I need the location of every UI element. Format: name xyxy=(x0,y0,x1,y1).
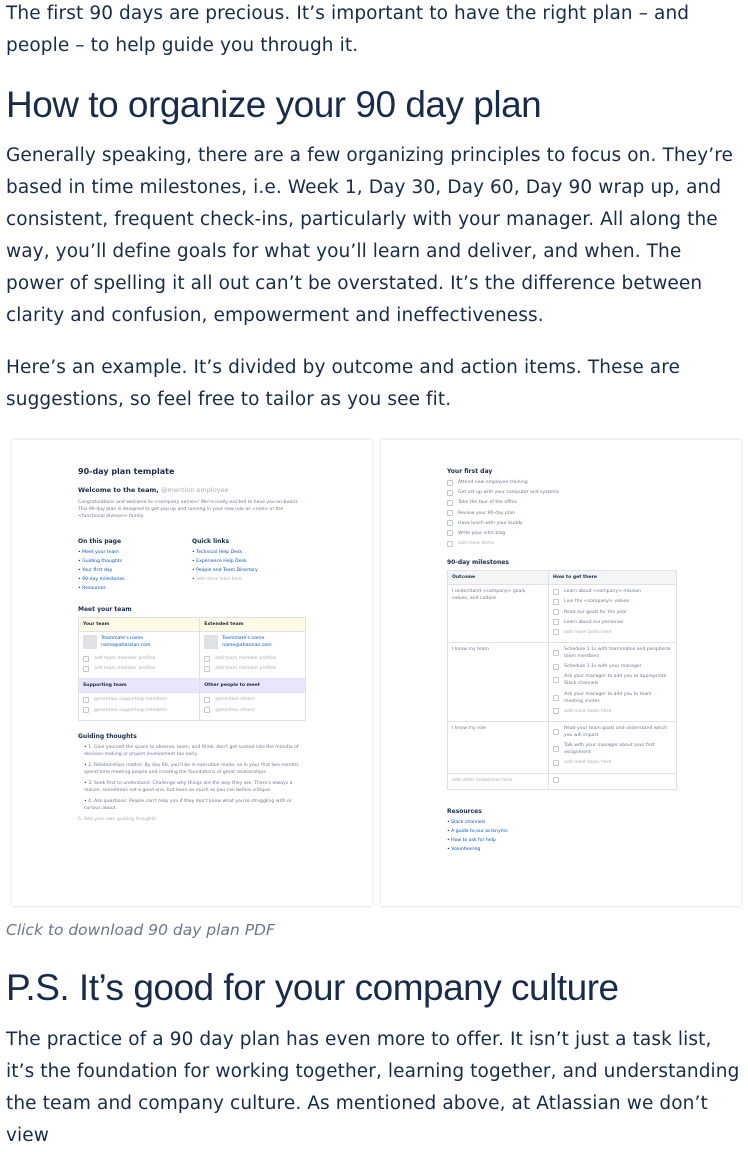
checkbox-item: Schedule 1:1s with your manager xyxy=(553,663,672,670)
download-caption-link[interactable]: Click to download 90 day plan PDF xyxy=(6,921,275,939)
checkbox-item: Get set up with your computer and systems xyxy=(447,489,677,496)
checkbox-item: add team member profiles xyxy=(83,655,195,662)
checkbox-item: Take the tour of the office xyxy=(447,499,677,506)
team-table: Your team Extended team Teammate's name name@atlassian.com add team member profiles add team member profiles Teammate's name name@atlassian.com add team member profiles add team member profiles Supporting team Other people to meet @mention supporting members @mention supporting members @mention others @mention others xyxy=(78,617,306,721)
list-item[interactable]: • Resources xyxy=(78,585,192,592)
meet-team-heading: Meet your team xyxy=(78,606,132,613)
congrats-text: Congratulations and welcome to <company name>! We're really excited to have you on-board. This 90-day plan is designed to get you up and running in your new role as <role> in the <functional division> family. xyxy=(78,500,299,519)
checkbox-icon xyxy=(553,629,559,635)
list-item[interactable]: • A guide to our acronyms xyxy=(447,828,677,835)
checkbox-item: Read our goals for the year xyxy=(553,609,672,616)
checkbox-icon xyxy=(553,695,559,701)
checkbox-icon xyxy=(204,666,210,672)
guiding-thought: • 4. Ask questions: People can't help you if they don't know what you're struggling with or curious about. xyxy=(84,798,306,812)
checkbox-item: add team member profiles xyxy=(204,665,301,672)
table-row: I know my team Schedule 1:1s with teammates and peripheral team members Schedule 1:1s with your manager Ask your manager to add you to appropriate Slack channels Ask your manager to add you to team meeting invites add more tasks here xyxy=(448,643,677,722)
section-heading: How to organize your 90 day plan xyxy=(6,84,542,125)
checkbox-item: add more tasks here xyxy=(553,759,672,766)
avatar xyxy=(83,635,97,649)
list-item[interactable]: • Guiding thoughts xyxy=(78,558,192,565)
plan-preview-page-1[interactable]: 90-day plan template Welcome to the team, @mention employee Congratulations and welcome to <company name>! We're really excited to have you on-board. This 90-day plan is designed to get you up and running in your new role as <role> in the <functional division> family. On this page • Meet your team • Guiding thoughts • Your first day • 90-day milestones • Resources Quick links • Technical Help Desk • Experience Help Desk • People and Team Directory • add more links here Meet your team Your team Extended team Teammate's name name@atlassian.com add team member profiles add team member profiles Teammate's name name@atlassian.com add team member profiles add team member profiles Supporting team Other people to meet @mention supporting members @mention supporting members @mention others @mention others Guiding thoughts • 1. Give yourself the space to observe, learn, and think: don't get sucked into the minutia of decision-making or project involvement too early. • 2. Relationships matter: By day 60, you'll be in execution mode, so in your first two months spend time meeting people and creating the foundations of great relationships. • 3. Seek first to understand: Challenge why things are the way they are. There's always a reason, sometimes not a good one, but learn as much as you can before critique. • 4. Ask questions: People can't help you if they don't know what you're struggling with or curious about. 5. Add your own guiding thoughts xyxy=(12,440,372,906)
checkbox-item: add more tasks here xyxy=(553,708,672,715)
checkbox-item: add team member profiles xyxy=(83,665,195,672)
checkbox-item: Ask your manager to add you to team meeting invites xyxy=(553,691,672,705)
table-row: I know my role Read your team goals and understand which you will impact Talk with your manager about your first assignment add more tasks here xyxy=(448,722,677,774)
checkbox-icon xyxy=(447,500,453,506)
checkbox-icon xyxy=(83,666,89,672)
checkbox-icon xyxy=(83,656,89,662)
plan-preview-page-2[interactable]: Your first day Attend new employee training Get set up with your computer and systems Take the tour of the office Review your 90-day plan Have lunch with your buddy Write your intro blog add more items 90-day milestones Outcome How to get there I understand <company> goals, values, and culture Learn about <company> mission Live the <company> values Read our goals for the year Learn about our personas add more tasks here I know my team Schedule 1:1s with teammates and peripheral team members Schedule 1:1s with your manager Ask your manager to add you to appropriate Slack channels Ask your manager to add you to team meeting invites add more tasks here I know my role Read your team goals and understand which you will impact Talk with your manager about your first assignment add more tasks here add other milestones here Resources • Slack channels • A guide to our acronyms • How to ask for help • Volunteering xyxy=(381,440,741,906)
checkbox-icon xyxy=(447,520,453,526)
welcome-heading: Welcome to the team, xyxy=(78,486,159,494)
checkbox-item: Ask your manager to add you to appropriate Slack channels xyxy=(553,673,672,687)
paragraph: Here’s an example. It’s divided by outcome and action items. These are suggestions, so feel free to tailor as you see fit. xyxy=(6,357,681,410)
checkbox-item: Learn about our personas xyxy=(553,619,672,626)
checkbox-icon xyxy=(447,510,453,516)
checkbox-icon xyxy=(447,490,453,496)
checkbox-icon xyxy=(553,609,559,615)
avatar xyxy=(204,635,218,649)
resources-heading: Resources xyxy=(447,807,482,815)
checkbox-item: Schedule 1:1s with teammates and peripheral team members xyxy=(553,646,672,660)
table-row: I understand <company> goals, values, and culture Learn about <company> mission Live the <company> values Read our goals for the year Learn about our personas add more tasks here xyxy=(448,585,677,643)
section-heading: P.S. It’s good for your company culture xyxy=(6,967,619,1008)
milestones-heading: 90-day milestones xyxy=(447,559,509,567)
checkbox-item: add team member profiles xyxy=(204,655,301,662)
list-item[interactable]: • Volunteering xyxy=(447,846,677,853)
guiding-thought: • 1. Give yourself the space to observe, learn, and think: don't get sucked into the minutia of decision-making or project involvement too early. xyxy=(84,744,306,758)
checkbox-icon xyxy=(204,656,210,662)
checkbox-item: Review your 90-day plan xyxy=(447,510,677,517)
checkbox-item: Talk with your manager about your first assignment xyxy=(553,742,672,756)
list-item[interactable]: • Your first day xyxy=(78,567,192,574)
list-item[interactable]: • Experience Help Desk xyxy=(192,558,306,565)
list-item[interactable]: • Slack channels xyxy=(447,819,677,826)
checkbox-icon xyxy=(553,677,559,683)
paragraph: Generally speaking, there are a few organizing principles to focus on. They’re based in time milestones, i.e. Week 1, Day 30, Day 60, Day 90 wrap up, and consistent, frequent check-ins, particularly with your manager. All along the way, you’ll define goals for what you’ll learn and deliver, and when. The power of spelling it all out can’t be overstated. It’s the difference between clarity and confusion, empowerment and ineffectiveness. xyxy=(6,145,733,326)
checkbox-item: Write your intro blog xyxy=(447,530,677,537)
checkbox-icon xyxy=(553,760,559,766)
paragraph: The practice of a 90 day plan has even more to offer. It isn’t just a task list, it’s the foundation for working together, learning together, and understanding the team and company culture. As mentioned above, at Atlassian we don’t view xyxy=(6,1029,740,1146)
list-item[interactable]: • 90-day milestones xyxy=(78,576,192,583)
checkbox-item: add more tasks here xyxy=(553,629,672,636)
guiding-thought: • 2. Relationships matter: By day 60, you'll be in execution mode, so in your first two months spend time meeting people and creating the foundations of great relationships. xyxy=(84,762,306,776)
checkbox-item: Attend new employee training xyxy=(447,479,677,486)
template-title: 90-day plan template xyxy=(78,467,175,476)
quick-links: Quick links xyxy=(192,538,230,545)
list-item[interactable]: • People and Team Directory xyxy=(192,567,306,574)
intro-paragraph: The first 90 days are precious. It’s important to have the right plan – and people – to help guide you through it. xyxy=(6,3,690,56)
checkbox-icon xyxy=(553,599,559,605)
checkbox-item: Live the <company> values xyxy=(553,598,672,605)
checkbox-icon xyxy=(553,650,559,656)
guiding-heading: Guiding thoughts xyxy=(78,732,137,740)
first-day-heading: Your first day xyxy=(447,468,493,475)
checkbox-icon xyxy=(553,708,559,714)
checkbox-icon xyxy=(553,589,559,595)
guiding-thought: • 3. Seek first to understand: Challenge why things are the way they are. There's always a reason, sometimes not a good one, but learn as much as you can before critique. xyxy=(84,780,306,794)
checkbox-icon xyxy=(553,664,559,670)
checkbox-icon xyxy=(553,619,559,625)
checkbox-item: Have lunch with your buddy xyxy=(447,520,677,527)
checkbox-item: Learn about <company> mission xyxy=(553,588,672,595)
list-item: • add more links here xyxy=(192,576,306,583)
checkbox-item: Read your team goals and understand which you will impact xyxy=(553,725,672,739)
checkbox-icon xyxy=(447,530,453,536)
checkbox-icon xyxy=(553,746,559,752)
milestones-table: Outcome How to get there I understand <company> goals, values, and culture Learn about <company> mission Live the <company> values Read our goals for the year Learn about our personas add more tasks here I know my team Schedule 1:1s with teammates and peripheral team members Schedule 1:1s with your manager Ask your manager to add you to appropriate Slack channels Ask your manager to add you to team meeting invites add more tasks here I know my role Read your team goals and understand which you will impact Talk with your manager about your first assignment add more tasks here add other milestones here xyxy=(447,570,677,790)
list-item[interactable]: • Technical Help Desk xyxy=(192,549,306,556)
checkbox-icon xyxy=(447,480,453,486)
list-item[interactable]: • Meet your team xyxy=(78,549,192,556)
mention: @mention employee xyxy=(161,486,229,494)
list-item[interactable]: • How to ask for help xyxy=(447,837,677,844)
on-this-page: On this page xyxy=(78,538,122,545)
checkbox-icon xyxy=(553,729,559,735)
